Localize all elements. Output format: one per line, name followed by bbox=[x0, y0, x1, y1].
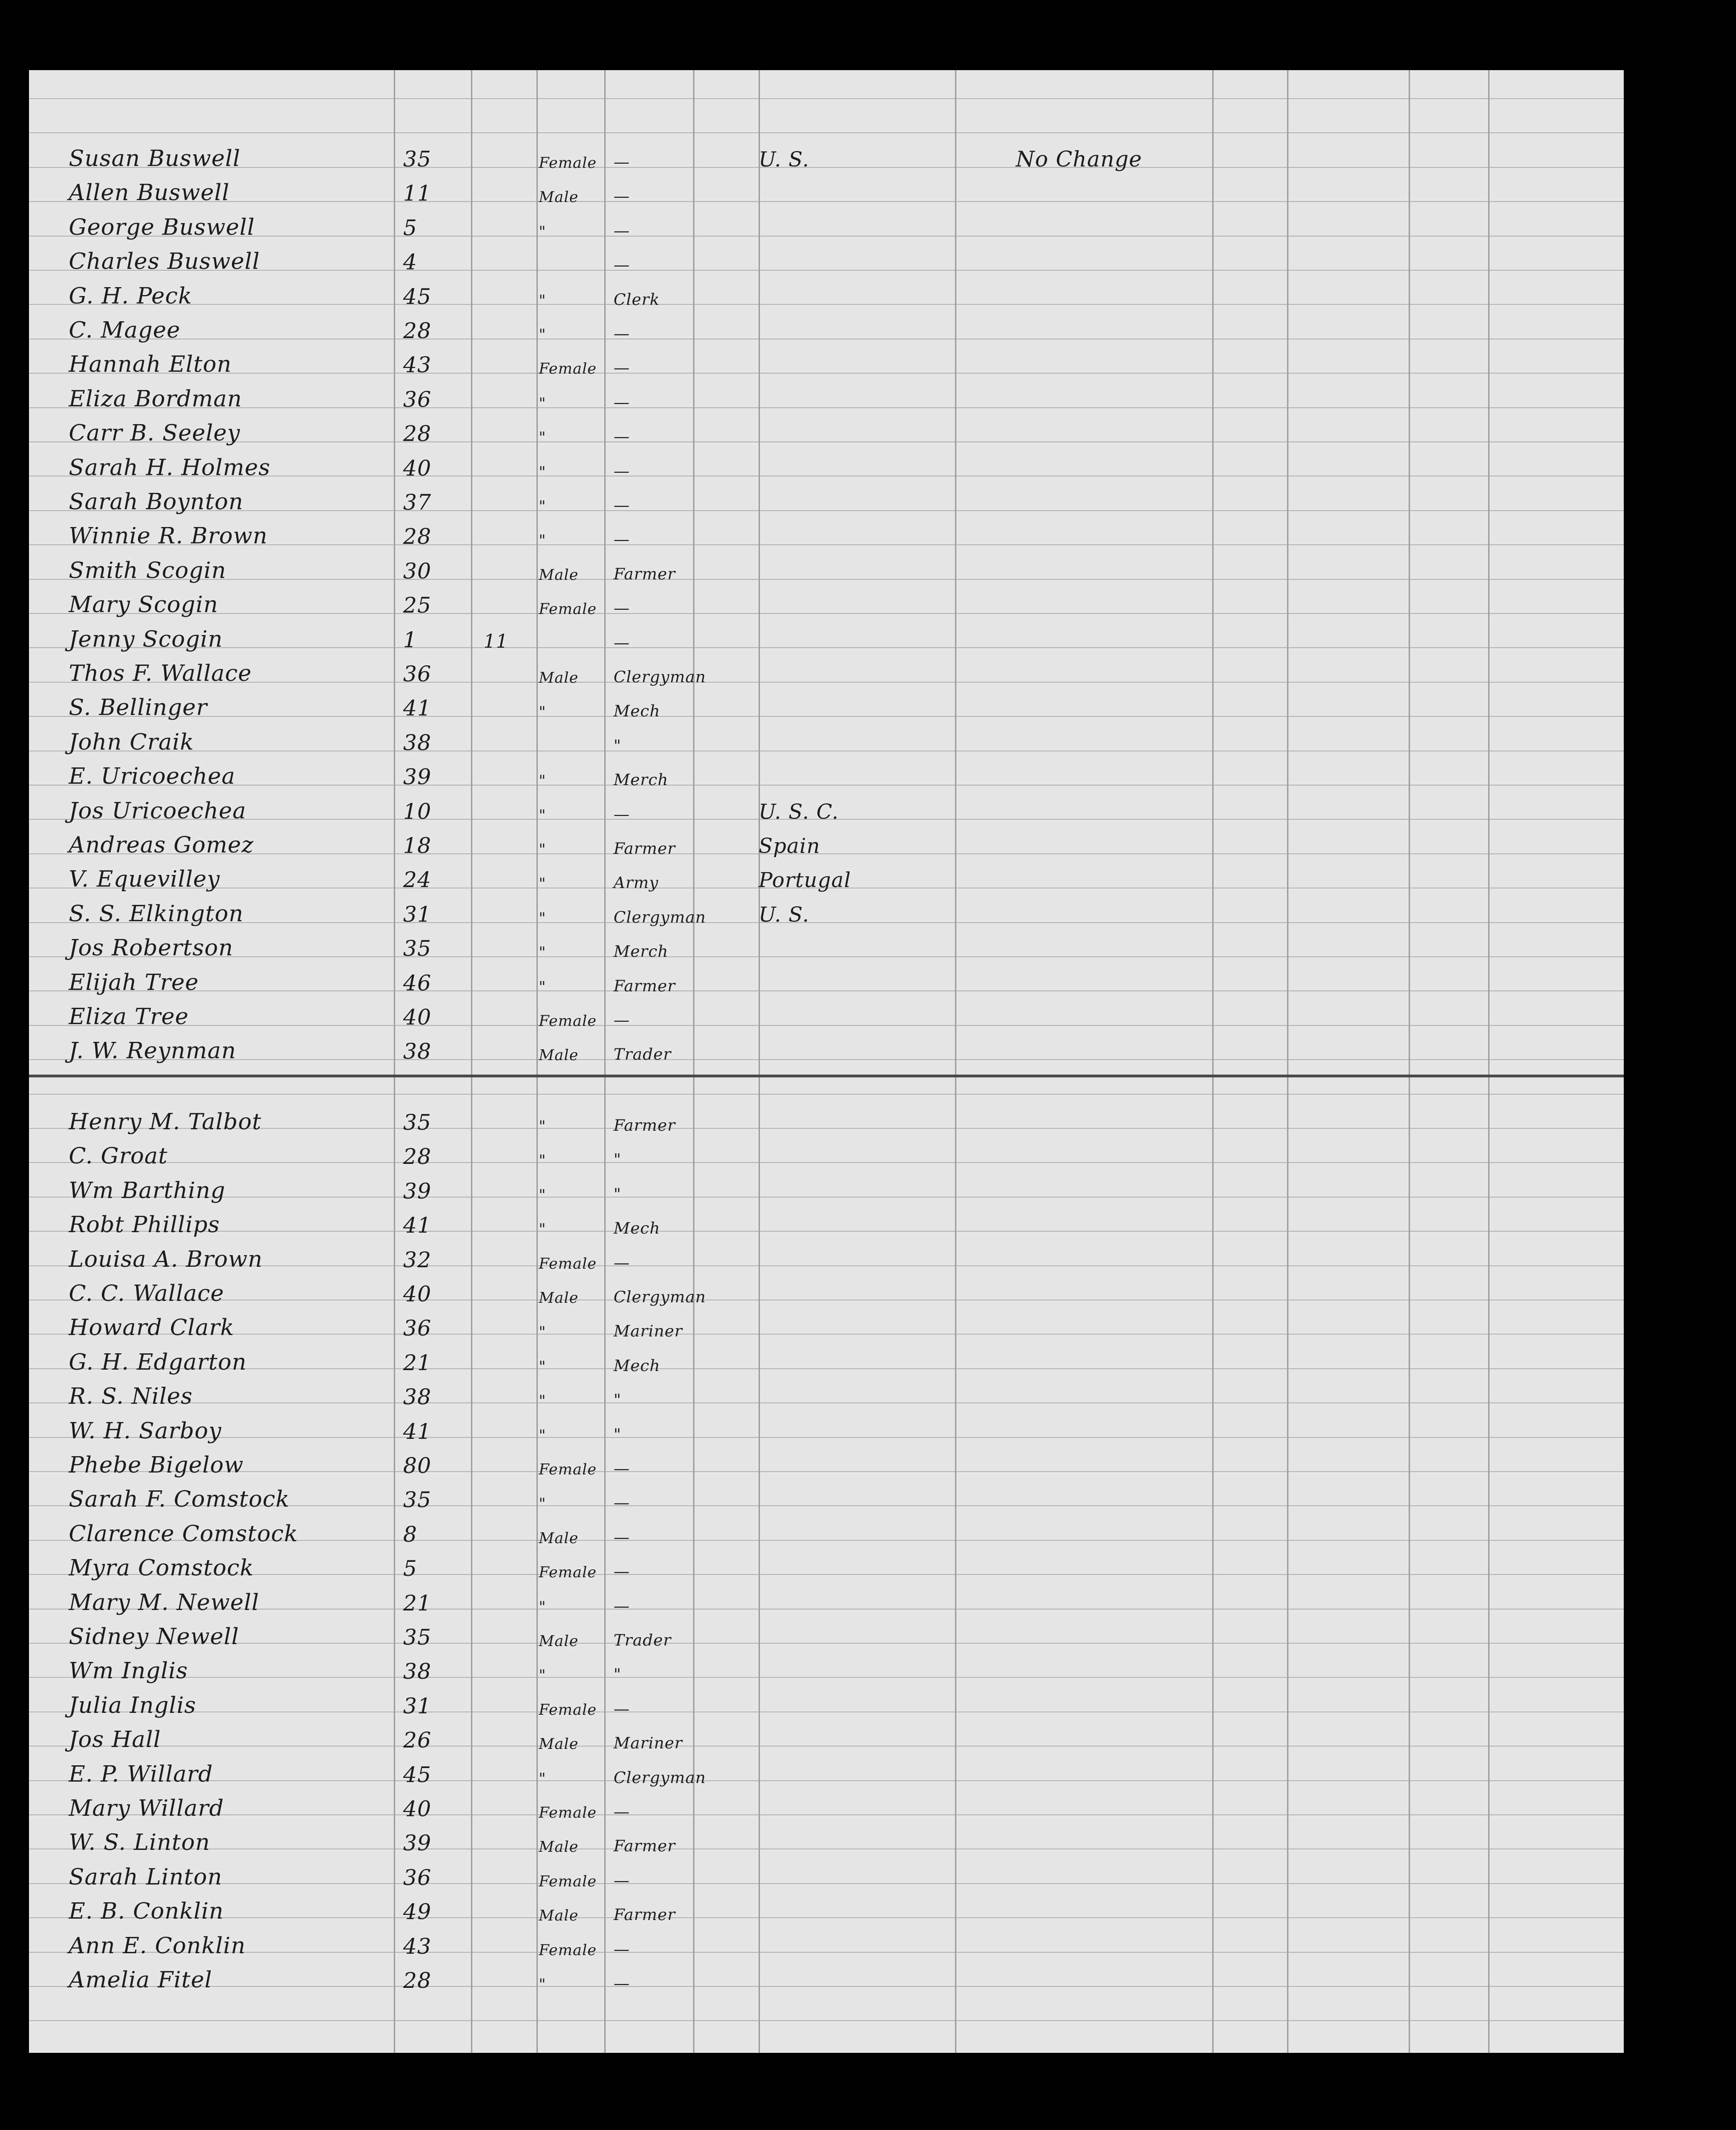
entry-occupation: — bbox=[614, 530, 630, 549]
table-row bbox=[29, 381, 1624, 415]
entry-age: 4 bbox=[403, 249, 418, 274]
entry-age: 28 bbox=[403, 318, 432, 343]
entry-name: C. Magee bbox=[69, 317, 181, 343]
entry-name: George Buswell bbox=[69, 214, 255, 240]
table-row bbox=[29, 518, 1624, 552]
table-row bbox=[29, 174, 1624, 209]
entry-occupation: Mariner bbox=[614, 1734, 683, 1753]
entry-occupation: — bbox=[614, 1254, 630, 1272]
entry-occupation: — bbox=[614, 187, 630, 206]
entry-name: Andreas Gomez bbox=[69, 832, 254, 858]
entry-occupation: " bbox=[614, 1150, 622, 1169]
entry-age: 45 bbox=[403, 1762, 432, 1787]
entry-occupation: — bbox=[614, 805, 630, 824]
entry-age: 10 bbox=[403, 799, 432, 824]
entry-occupation: " bbox=[614, 736, 622, 755]
entry-age: 40 bbox=[403, 1281, 432, 1307]
entry-sex: Male bbox=[539, 188, 579, 206]
entry-age: 26 bbox=[403, 1727, 432, 1753]
table-row bbox=[29, 1928, 1624, 1962]
table-row bbox=[29, 1344, 1624, 1378]
entry-name: Jos Robertson bbox=[69, 935, 233, 961]
table-row bbox=[29, 484, 1624, 518]
entry-sex: Male bbox=[539, 1046, 579, 1064]
entry-age: 39 bbox=[403, 1178, 432, 1204]
entry-age: 40 bbox=[403, 1796, 432, 1821]
entry-occupation: — bbox=[614, 222, 630, 240]
entry-name: Julia Inglis bbox=[69, 1692, 196, 1718]
entry-occupation: Trader bbox=[614, 1631, 672, 1650]
entry-sex: " bbox=[539, 1220, 546, 1238]
entry-age: 5 bbox=[403, 1556, 418, 1581]
entry-name: Amelia Fitel bbox=[69, 1967, 212, 1993]
table-row bbox=[29, 827, 1624, 861]
entry-sex: " bbox=[539, 1426, 546, 1444]
entry-nativity: U. S. C. bbox=[759, 800, 839, 824]
entry-occupation: " bbox=[614, 1391, 622, 1409]
table-row bbox=[29, 1275, 1624, 1309]
entry-name: Sidney Newell bbox=[69, 1624, 239, 1650]
table-row bbox=[29, 998, 1624, 1033]
entry-age: 39 bbox=[403, 1830, 432, 1856]
entry-sex: Female bbox=[539, 360, 597, 377]
entry-sex: " bbox=[539, 1598, 546, 1616]
entry-occupation: — bbox=[614, 1597, 630, 1616]
entry-sex: Male bbox=[539, 1529, 579, 1547]
entry-occupation: Army bbox=[614, 874, 659, 892]
table-row bbox=[29, 689, 1624, 723]
table-row bbox=[29, 1172, 1624, 1206]
entry-name: Susan Buswell bbox=[69, 145, 241, 172]
entry-sex: Male bbox=[539, 1906, 579, 1924]
rule-line bbox=[29, 2020, 1624, 2021]
entry-occupation: — bbox=[614, 393, 630, 412]
entry-name: R. S. Niles bbox=[69, 1383, 193, 1409]
entry-occupation: — bbox=[614, 1494, 630, 1512]
entry-occupation: — bbox=[614, 1011, 630, 1030]
entry-age: 28 bbox=[403, 1144, 432, 1169]
entry-occupation: Farmer bbox=[614, 1837, 676, 1856]
entry-sex: Female bbox=[539, 1804, 597, 1821]
entry-age: 43 bbox=[403, 352, 432, 377]
entry-age: 45 bbox=[403, 284, 432, 309]
entry-name: W. S. Linton bbox=[69, 1829, 210, 1856]
entry-age: 11 bbox=[403, 181, 432, 206]
entry-name: S. Bellinger bbox=[69, 694, 208, 721]
entry-age: 35 bbox=[403, 146, 432, 172]
entry-occupation: " bbox=[614, 1185, 622, 1204]
entry-occupation: Merch bbox=[614, 942, 669, 961]
entry-age: 43 bbox=[403, 1934, 432, 1959]
entry-sex: " bbox=[539, 874, 546, 892]
table-row bbox=[29, 312, 1624, 346]
entry-name: Mary Willard bbox=[69, 1795, 224, 1821]
entry-sex: " bbox=[539, 978, 546, 996]
entry-nativity: U. S. bbox=[759, 903, 810, 927]
entry-age: 31 bbox=[403, 902, 432, 927]
entry-sex: Female bbox=[539, 1941, 597, 1959]
entry-name: E. B. Conklin bbox=[69, 1898, 224, 1924]
entry-occupation: — bbox=[614, 1803, 630, 1821]
entry-name: Charles Buswell bbox=[69, 248, 260, 274]
table-row bbox=[29, 1962, 1624, 1996]
table-row bbox=[29, 1756, 1624, 1790]
entry-occupation: — bbox=[614, 462, 630, 481]
entry-name: John Craik bbox=[69, 729, 194, 755]
rule-line bbox=[29, 132, 1624, 133]
entry-age: 38 bbox=[403, 730, 432, 755]
entry-occupation: Mech bbox=[614, 1357, 660, 1375]
entry-sex: " bbox=[539, 531, 546, 549]
table-row bbox=[29, 861, 1624, 895]
table-row bbox=[29, 1241, 1624, 1275]
entry-occupation: — bbox=[614, 359, 630, 377]
entry-name: Louisa A. Brown bbox=[69, 1246, 263, 1272]
entry-sex: " bbox=[539, 325, 546, 343]
table-row bbox=[29, 1516, 1624, 1550]
entry-name: Carr B. Seeley bbox=[69, 420, 240, 446]
table-row bbox=[29, 1824, 1624, 1858]
entry-age: 28 bbox=[403, 524, 432, 549]
entry-age: 25 bbox=[403, 592, 432, 618]
entry-age: 36 bbox=[403, 1865, 432, 1890]
entry-sex: Female bbox=[539, 1872, 597, 1890]
entry-age: 1 bbox=[403, 627, 418, 652]
entry-name: Robt Phillips bbox=[69, 1212, 220, 1238]
table-row bbox=[29, 1893, 1624, 1927]
entry-name: Elijah Tree bbox=[69, 969, 199, 996]
table-row bbox=[29, 1138, 1624, 1172]
entry-name: Jos Hall bbox=[69, 1726, 161, 1753]
table-row bbox=[29, 1033, 1624, 1067]
entry-age: 41 bbox=[403, 695, 432, 721]
entry-name: Wm Barthing bbox=[69, 1177, 226, 1204]
table-row bbox=[29, 1721, 1624, 1755]
entry-sex: Female bbox=[539, 1563, 597, 1581]
entry-sex: " bbox=[539, 1323, 546, 1341]
table-row bbox=[29, 1790, 1624, 1824]
entry-name: Eliza Bordman bbox=[69, 386, 242, 412]
entry-nativity: U. S. bbox=[759, 148, 810, 172]
entry-sex: " bbox=[539, 1666, 546, 1684]
entry-occupation: Clergyman bbox=[614, 908, 706, 927]
entry-sex: " bbox=[539, 1392, 546, 1409]
entry-age: 21 bbox=[403, 1350, 432, 1375]
entry-name: Smith Scogin bbox=[69, 557, 226, 584]
entry-sex: Male bbox=[539, 669, 579, 686]
entry-sex: Male bbox=[539, 1632, 579, 1650]
entry-age: 39 bbox=[403, 764, 432, 789]
entry-sex: " bbox=[539, 1186, 546, 1204]
entry-name: Jos Uricoechea bbox=[69, 798, 246, 824]
table-row bbox=[29, 415, 1624, 449]
entry-remark: No Change bbox=[1016, 146, 1143, 172]
entry-occupation: — bbox=[614, 1871, 630, 1890]
table-row bbox=[29, 1309, 1624, 1343]
table-row bbox=[29, 1206, 1624, 1241]
entry-sex: Female bbox=[539, 1012, 597, 1030]
entry-name: Eliza Tree bbox=[69, 1004, 189, 1030]
entry-name: W. H. Sarboy bbox=[69, 1418, 222, 1444]
table-row bbox=[29, 793, 1624, 827]
entry-name: G. H. Peck bbox=[69, 283, 193, 309]
entry-sex: " bbox=[539, 497, 546, 515]
entry-name: V. Equevilley bbox=[69, 866, 220, 892]
entry-age: 31 bbox=[403, 1693, 432, 1718]
table-row bbox=[29, 449, 1624, 484]
entry-age: 30 bbox=[403, 558, 432, 584]
entry-age: 35 bbox=[403, 1487, 432, 1512]
table-row bbox=[29, 1447, 1624, 1481]
entry-sex: Female bbox=[539, 1255, 597, 1272]
entry-name: Clarence Comstock bbox=[69, 1521, 298, 1547]
entry-sex: " bbox=[539, 1357, 546, 1375]
entry-sex: Female bbox=[539, 154, 597, 172]
entry-age: 21 bbox=[403, 1590, 432, 1616]
table-row bbox=[29, 1550, 1624, 1584]
entry-age: 38 bbox=[403, 1039, 432, 1064]
entry-age: 41 bbox=[403, 1213, 432, 1238]
entry-nativity: Spain bbox=[759, 834, 820, 858]
entry-age: 40 bbox=[403, 1004, 432, 1030]
entry-age: 40 bbox=[403, 455, 432, 481]
entry-occupation: Mech bbox=[614, 702, 660, 721]
entry-occupation: Farmer bbox=[614, 839, 676, 858]
entry-name: Myra Comstock bbox=[69, 1555, 254, 1581]
entry-name: C. C. Wallace bbox=[69, 1280, 224, 1307]
entry-name: E. P. Willard bbox=[69, 1761, 213, 1787]
table-row bbox=[29, 1104, 1624, 1138]
entry-age: 36 bbox=[403, 661, 432, 686]
entry-occupation: Farmer bbox=[614, 977, 676, 996]
entry-age: 18 bbox=[403, 833, 432, 858]
census-page bbox=[29, 70, 1624, 2053]
page-fold bbox=[29, 1075, 1624, 1077]
entry-name: Wm Inglis bbox=[69, 1658, 188, 1684]
entry-sex: " bbox=[539, 1975, 546, 1993]
table-row bbox=[29, 1378, 1624, 1412]
table-row bbox=[29, 243, 1624, 277]
table-row bbox=[29, 1413, 1624, 1447]
entry-occupation: — bbox=[614, 496, 630, 515]
entry-name: Ann E. Conklin bbox=[69, 1933, 246, 1959]
entry-sex: " bbox=[539, 428, 546, 446]
entry-age: 32 bbox=[403, 1247, 432, 1272]
entry-sex: " bbox=[539, 806, 546, 824]
entry-name: S. S. Elkington bbox=[69, 901, 244, 927]
entry-name: E. Uricoechea bbox=[69, 763, 236, 789]
entry-occupation: — bbox=[614, 1459, 630, 1478]
entry-age: 24 bbox=[403, 867, 432, 892]
table-row bbox=[29, 1653, 1624, 1687]
entry-sex: " bbox=[539, 223, 546, 240]
entry-sex: " bbox=[539, 703, 546, 721]
entry-occupation: Trader bbox=[614, 1045, 672, 1064]
entry-name: Mary M. Newell bbox=[69, 1589, 260, 1616]
entry-name: Jenny Scogin bbox=[69, 626, 223, 652]
entry-sex: Female bbox=[539, 1460, 597, 1478]
entry-sex: Male bbox=[539, 1838, 579, 1856]
table-row bbox=[29, 1618, 1624, 1653]
entry-sex: " bbox=[539, 1151, 546, 1169]
entry-occupation: Clerk bbox=[614, 290, 660, 309]
entry-age: 35 bbox=[403, 1110, 432, 1135]
table-row bbox=[29, 1687, 1624, 1721]
table-row bbox=[29, 758, 1624, 792]
table-row bbox=[29, 552, 1624, 586]
entry-age: 38 bbox=[403, 1384, 432, 1409]
entry-name: J. W. Reynman bbox=[69, 1038, 237, 1064]
entry-occupation: — bbox=[614, 1528, 630, 1547]
table-row bbox=[29, 140, 1624, 174]
entry-occupation: — bbox=[614, 1562, 630, 1581]
table-row bbox=[29, 1584, 1624, 1618]
entry-occupation: Merch bbox=[614, 771, 669, 789]
entry-age: 28 bbox=[403, 1968, 432, 1993]
entry-age: 49 bbox=[403, 1899, 432, 1924]
entry-occupation: — bbox=[614, 256, 630, 274]
entry-sex: " bbox=[539, 840, 546, 858]
entry-mark: 11 bbox=[484, 631, 508, 652]
entry-occupation: Mech bbox=[614, 1219, 660, 1238]
table-row bbox=[29, 724, 1624, 758]
entry-occupation: " bbox=[614, 1665, 622, 1684]
entry-sex: " bbox=[539, 1769, 546, 1787]
entry-age: 37 bbox=[403, 490, 432, 515]
entry-age: 35 bbox=[403, 936, 432, 961]
entry-sex: " bbox=[539, 291, 546, 309]
entry-occupation: Mariner bbox=[614, 1322, 683, 1341]
entry-age: 35 bbox=[403, 1625, 432, 1650]
entry-name: Sarah H. Holmes bbox=[69, 455, 271, 481]
entry-age: 80 bbox=[403, 1453, 432, 1478]
entry-sex: " bbox=[539, 943, 546, 961]
entry-sex: " bbox=[539, 772, 546, 789]
entry-age: 28 bbox=[403, 421, 432, 446]
entry-age: 46 bbox=[403, 970, 432, 996]
entry-nativity: Portugal bbox=[759, 868, 851, 892]
table-row bbox=[29, 930, 1624, 964]
entry-age: 36 bbox=[403, 387, 432, 412]
entry-occupation: Clergyman bbox=[614, 668, 706, 686]
table-row bbox=[29, 964, 1624, 998]
entry-name: Sarah F. Comstock bbox=[69, 1486, 290, 1512]
entry-sex: Male bbox=[539, 566, 579, 584]
entry-occupation: — bbox=[614, 1940, 630, 1959]
table-row bbox=[29, 209, 1624, 243]
entry-occupation: — bbox=[614, 153, 630, 172]
entry-occupation: Farmer bbox=[614, 565, 676, 584]
entry-name: G. H. Edgarton bbox=[69, 1349, 247, 1375]
entry-sex: Male bbox=[539, 1735, 579, 1753]
entry-name: Henry M. Talbot bbox=[69, 1109, 262, 1135]
entry-occupation: — bbox=[614, 599, 630, 618]
entry-age: 5 bbox=[403, 215, 418, 240]
entry-sex: " bbox=[539, 909, 546, 927]
entry-name: Howard Clark bbox=[69, 1314, 235, 1341]
entry-occupation: Farmer bbox=[614, 1906, 676, 1924]
entry-age: 36 bbox=[403, 1315, 432, 1341]
entry-occupation: " bbox=[614, 1425, 622, 1444]
entry-sex: " bbox=[539, 1117, 546, 1135]
table-row bbox=[29, 586, 1624, 621]
entry-age: 8 bbox=[403, 1522, 418, 1547]
entry-sex: " bbox=[539, 463, 546, 481]
entry-occupation: — bbox=[614, 634, 630, 652]
table-row bbox=[29, 895, 1624, 930]
entry-name: Thos F. Wallace bbox=[69, 660, 252, 686]
rule-line bbox=[29, 1094, 1624, 1095]
entry-age: 38 bbox=[403, 1659, 432, 1684]
entry-occupation: Clergyman bbox=[614, 1769, 706, 1787]
entry-occupation: Farmer bbox=[614, 1116, 676, 1135]
entry-name: Mary Scogin bbox=[69, 592, 218, 618]
entry-occupation: — bbox=[614, 325, 630, 343]
entry-sex: Male bbox=[539, 1289, 579, 1307]
entry-name: Hannah Elton bbox=[69, 351, 232, 377]
entry-occupation: — bbox=[614, 1700, 630, 1718]
entry-sex: " bbox=[539, 1495, 546, 1512]
table-row bbox=[29, 278, 1624, 312]
table-row bbox=[29, 655, 1624, 689]
rule-line bbox=[29, 98, 1624, 99]
entry-name: C. Groat bbox=[69, 1143, 168, 1169]
entry-sex: Female bbox=[539, 1701, 597, 1718]
table-row bbox=[29, 621, 1624, 655]
entry-occupation: — bbox=[614, 427, 630, 446]
entry-name: Winnie R. Brown bbox=[69, 523, 268, 549]
entry-age: 41 bbox=[403, 1419, 432, 1444]
entry-sex: " bbox=[539, 394, 546, 412]
entry-occupation: — bbox=[614, 1974, 630, 1993]
entry-sex: Female bbox=[539, 600, 597, 618]
table-row bbox=[29, 346, 1624, 380]
entry-name: Allen Buswell bbox=[69, 180, 230, 206]
entry-name: Sarah Boynton bbox=[69, 489, 244, 515]
table-row bbox=[29, 1859, 1624, 1893]
table-row bbox=[29, 1481, 1624, 1515]
entry-name: Sarah Linton bbox=[69, 1864, 223, 1890]
entry-occupation: Clergyman bbox=[614, 1288, 706, 1307]
entry-name: Phebe Bigelow bbox=[69, 1452, 244, 1478]
